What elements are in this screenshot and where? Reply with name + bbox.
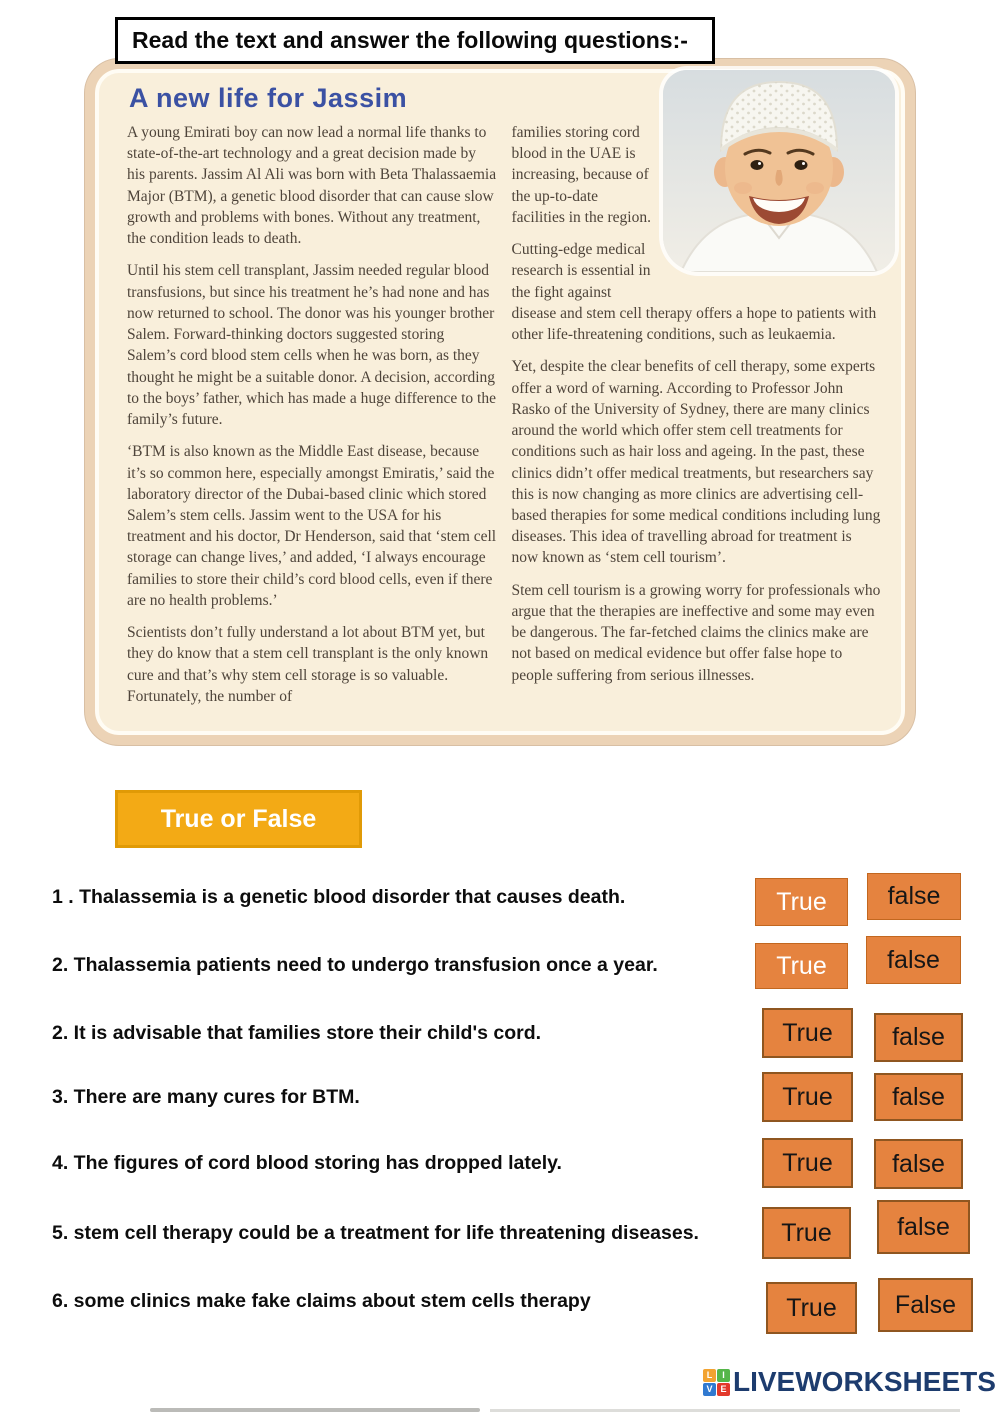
paragraph: Cutting-edge medical research is essential in the fight against disease and stem cell therapy offers a hope to patients with other life-threatening conditions, such as leukaemia. [511, 241, 877, 344]
logo-square-e: E [717, 1383, 730, 1396]
article-title: A new life for Jassim [129, 83, 408, 113]
question-text: 1 . Thalassemia is a genetic blood disorder that causes death. [52, 886, 626, 908]
true-button-q1[interactable]: True [755, 878, 848, 926]
true-button-q7[interactable]: True [766, 1282, 857, 1334]
paragraph: Scientists don’t fully understand a lot about BTM yet, but they do know that a stem cell transplant is the only known cure and that’s why stem cell storage is so valuable. Fortunately, the number of [127, 624, 489, 705]
paragraph: families storing cord blood in the UAE is increasing, because of the up-to-date facilities in the region. [511, 124, 651, 226]
question-row-4 [0, 1070, 1000, 1142]
false-button-q4[interactable]: false [874, 1073, 963, 1121]
question-text: 4. The figures of cord blood storing has dropped lately. [52, 1152, 562, 1174]
false-button-q2[interactable]: false [866, 936, 961, 984]
true-button-q3[interactable]: True [762, 1008, 853, 1058]
true-or-false-banner [115, 790, 362, 848]
false-button-q7[interactable]: False [878, 1278, 973, 1332]
page-edge-smudge [150, 1408, 480, 1412]
liveworksheets-logo-icon [703, 1369, 730, 1396]
question-row-2 [0, 936, 1000, 1008]
instruction-header [115, 17, 715, 64]
question-row-6 [0, 1198, 1000, 1270]
instruction-text: Read the text and answer the following questions:- [132, 27, 688, 53]
logo-square-i: I [717, 1369, 730, 1382]
reading-passage [85, 59, 915, 745]
liveworksheets-wordmark: LIVEWORKSHEETS [733, 1366, 996, 1397]
logo-square-l: L [703, 1369, 716, 1382]
question-row-1 [0, 870, 1000, 942]
question-text: 5. stem cell therapy could be a treatment for life threatening diseases. [52, 1222, 699, 1244]
question-text: 3. There are many cures for BTM. [52, 1086, 360, 1108]
article-columns [95, 122, 905, 718]
paragraph: Yet, despite the clear benefits of cell therapy, some experts offer a word of warning. According to Professor John Rasko of the University of Sydney, there are many clinics around the world which offer stem cell treatments for conditions such as hair loss and ageing. In the past, these clinics didn’t offer medical treatments, but researchers say this is now changing as more clinics are advertising cell-based therapies for some medical conditions including lung diseases. This idea of travelling abroad for treatment is now known as ‘stem cell tourism’. [511, 358, 881, 567]
banner-label: True or False [160, 804, 317, 833]
question-row-7 [0, 1268, 1000, 1340]
false-button-q5[interactable]: false [874, 1139, 963, 1189]
question-text: 6. some clinics make fake claims about stem cells therapy [52, 1290, 591, 1312]
paragraph: Stem cell tourism is a growing worry for professionals who argue that the therapies are ineffective and some may even be dangerous. The far-fetched claims the clinics make are not based on medical evidence but offer false hope to people suffering from serious illnesses. [511, 581, 881, 684]
paragraph: A young Emirati boy can now lead a normal life thanks to state-of-the-art technology and a great decision made by his parents. Jassim Al Ali was born with Beta Thalassaemia Major (BTM), a genetic blood disorder that can cause slow growth and problems with bones. Without any treatment, the condition leads to death. [127, 124, 497, 248]
question-text: 2. Thalassemia patients need to undergo transfusion once a year. [52, 954, 658, 976]
paragraph: Until his stem cell transplant, Jassim needed regular blood transfusions, but since his treatment he’s had none and has now returned to school. The donor was his younger brother Salem. Forward-thinking doctors suggested storing Salem’s cord blood stem cells when he was born, as they thought he might be a suitable donor. A decision, according to the boys’ father, which has made a huge difference to the family’s future. [127, 262, 496, 429]
logo-square-v: V [703, 1383, 716, 1396]
liveworksheets-logo[interactable] [703, 1366, 996, 1398]
article-column-1 [127, 122, 497, 718]
paragraph: ‘BTM is also known as the Middle East disease, because it’s so common here, especially amongst Emiratis,’ said the laboratory director of the Dubai-based clinic which stored Salem’s stem cells. Jassim went to the USA for his treatment and his doctor, Dr Henderson, said that ‘stem cell storage can change lives,’ and added, ‘I always encourage families to store their child’s cord blood cells, even if there are no health problems.’ [127, 443, 497, 609]
page-edge-smudge [490, 1409, 960, 1412]
false-button-q3[interactable]: false [874, 1013, 963, 1062]
true-button-q2[interactable]: True [755, 943, 848, 989]
true-button-q4[interactable]: True [762, 1072, 853, 1122]
article-column-2 [512, 122, 882, 718]
false-button-q6[interactable]: false [877, 1200, 970, 1254]
true-button-q5[interactable]: True [762, 1138, 853, 1188]
boy-photo [663, 70, 895, 272]
false-button-q1[interactable]: false [867, 873, 961, 920]
true-button-q6[interactable]: True [762, 1207, 851, 1259]
question-row-3 [0, 1006, 1000, 1078]
question-text: 2. It is advisable that families store their child's cord. [52, 1022, 542, 1044]
